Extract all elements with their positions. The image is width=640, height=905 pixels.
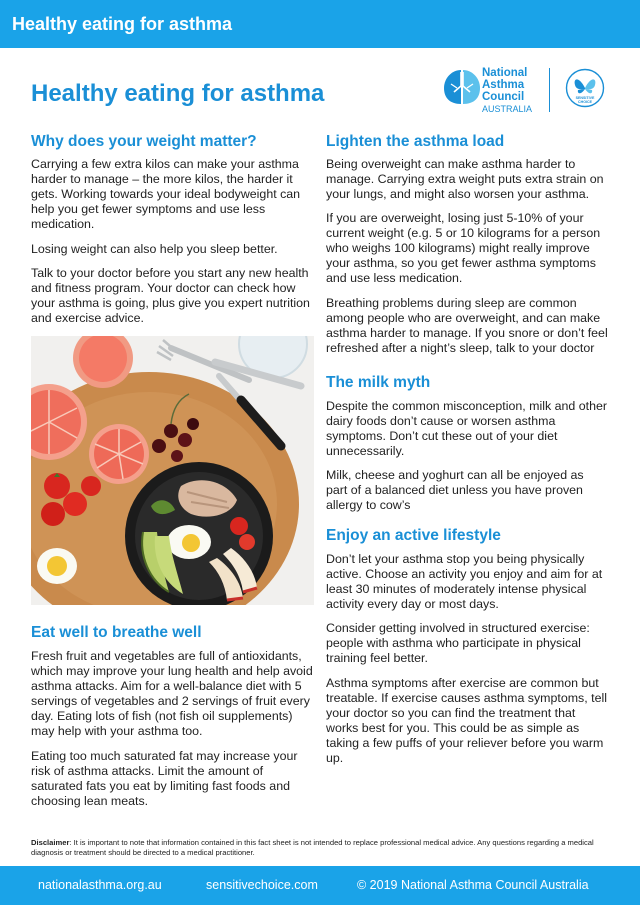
header-title: Healthy eating for asthma (12, 14, 233, 34)
footer-copyright: © 2019 National Asthma Council Australia (357, 878, 589, 892)
nac-line-3: Council (482, 91, 525, 103)
lighten-paragraph-1: Being overweight can make asthma harder to manage. Carrying extra weight puts extra strain on your lungs, and might also worsen your asthma. (326, 157, 604, 201)
disclaimer-text: : It is important to note that information contained in this fact sheet is not intended to replace professional medical advice. Any questions regarding a medical diagnosis or treatment should be directed to a medical practitioner. (31, 838, 594, 857)
lighten-paragraph-2: If you are overweight, losing just 5-10% of your current weight (e.g. 5 or 10 kilograms for a person who weighs 100 kilograms) might really improve your asthma, so you get fewer asthma symptoms and use less medication. (326, 211, 601, 285)
heading-lighten: Lighten the asthma load (326, 133, 505, 150)
disclaimer-label: Disclaimer (31, 838, 70, 847)
national-asthma-council-logo-icon (442, 66, 482, 108)
heading-active: Enjoy an active lifestyle (326, 527, 501, 544)
milk-paragraph-1: Despite the common misconception, milk and other dairy foods don’t cause or worsen asthma symptoms. Don’t cut these out of your diet unnecessarily. (326, 399, 607, 458)
active-paragraph-1: Don’t let your asthma stop you being physically active. Choose an activity you enjoy and aim for at least 30 minutes of moderately intense physical activity every day or most days. (326, 552, 603, 611)
nac-line-4: AUSTRALIA (482, 104, 533, 114)
footer-link-nationalasthma[interactable]: nationalasthma.org.au (38, 878, 162, 892)
eat-well-paragraph-1: Fresh fruit and vegetables are full of antioxidants, which may improve your lung health and help avoid asthma attacks. Aim for a well-balance diet with 5 servings of vegetables and 2 servings of fruit every day. Eating lots of fish (not fish oil supplements) may help with your asthma too. (31, 649, 313, 738)
heading-eat-well: Eat well to breathe well (31, 624, 202, 641)
active-paragraph-3: Asthma symptoms after exercise are common but treatable. If exercise causes asthma symptoms, tell your doctor so you can find the treatment that works best for you. This could be as simple as taking a few puffs of your reliever before you warm up. (326, 676, 607, 765)
footer-link-sensitivechoice[interactable]: sensitivechoice.com (206, 878, 318, 892)
weight-paragraph-2: Losing weight can also help you sleep better. (31, 242, 278, 256)
lighten-paragraph-3: Breathing problems during sleep are common among people who are overweight, and can make asthma harder to manage. If you snore or don’t feel refreshed after a night’s sleep, talk to your doctor (326, 296, 608, 355)
healthy-food-photo (31, 336, 314, 605)
nac-line-1: National (482, 67, 528, 79)
sensitive-choice-butterfly-logo-icon (565, 68, 605, 108)
active-paragraph-2: Consider getting involved in structured exercise: people with asthma who participate in physical training feel better. (326, 621, 590, 665)
page-title: Healthy eating for asthma (31, 80, 325, 107)
weight-paragraph-1: Carrying a few extra kilos can make your asthma harder to manage – the more kilos, the harder it gets. Working towards your ideal bodyweight can help you get fewer symptoms and use less medication. (31, 157, 301, 231)
heading-milk: The milk myth (326, 374, 431, 391)
healthy-food-plate-icon (31, 336, 314, 605)
sc-line-1: SENSITIVE (575, 96, 595, 100)
nac-line-2: Asthma (482, 79, 525, 91)
header-bar (0, 0, 640, 48)
weight-paragraph-3: Talk to your doctor before you start any new health and fitness program. Your doctor can check how your asthma is going, plus give you expert nutrition and exercise advice. (31, 266, 310, 325)
sc-line-2: CHOICE (578, 100, 592, 104)
eat-well-paragraph-2: Eating too much saturated fat may increase your risk of asthma attacks. Limit the amount of saturated fats you eat by limiting fast foods and choosing lean meats. (31, 749, 298, 808)
milk-paragraph-2: Milk, cheese and yoghurt can all be enjoyed as part of a balanced diet unless you have proven allergy to cow’s (326, 468, 584, 512)
heading-weight: Why does your weight matter? (31, 133, 257, 150)
footer-bar (0, 866, 640, 905)
logo-divider (549, 68, 550, 112)
nac-logo-text (482, 67, 532, 115)
disclaimer (31, 838, 601, 858)
